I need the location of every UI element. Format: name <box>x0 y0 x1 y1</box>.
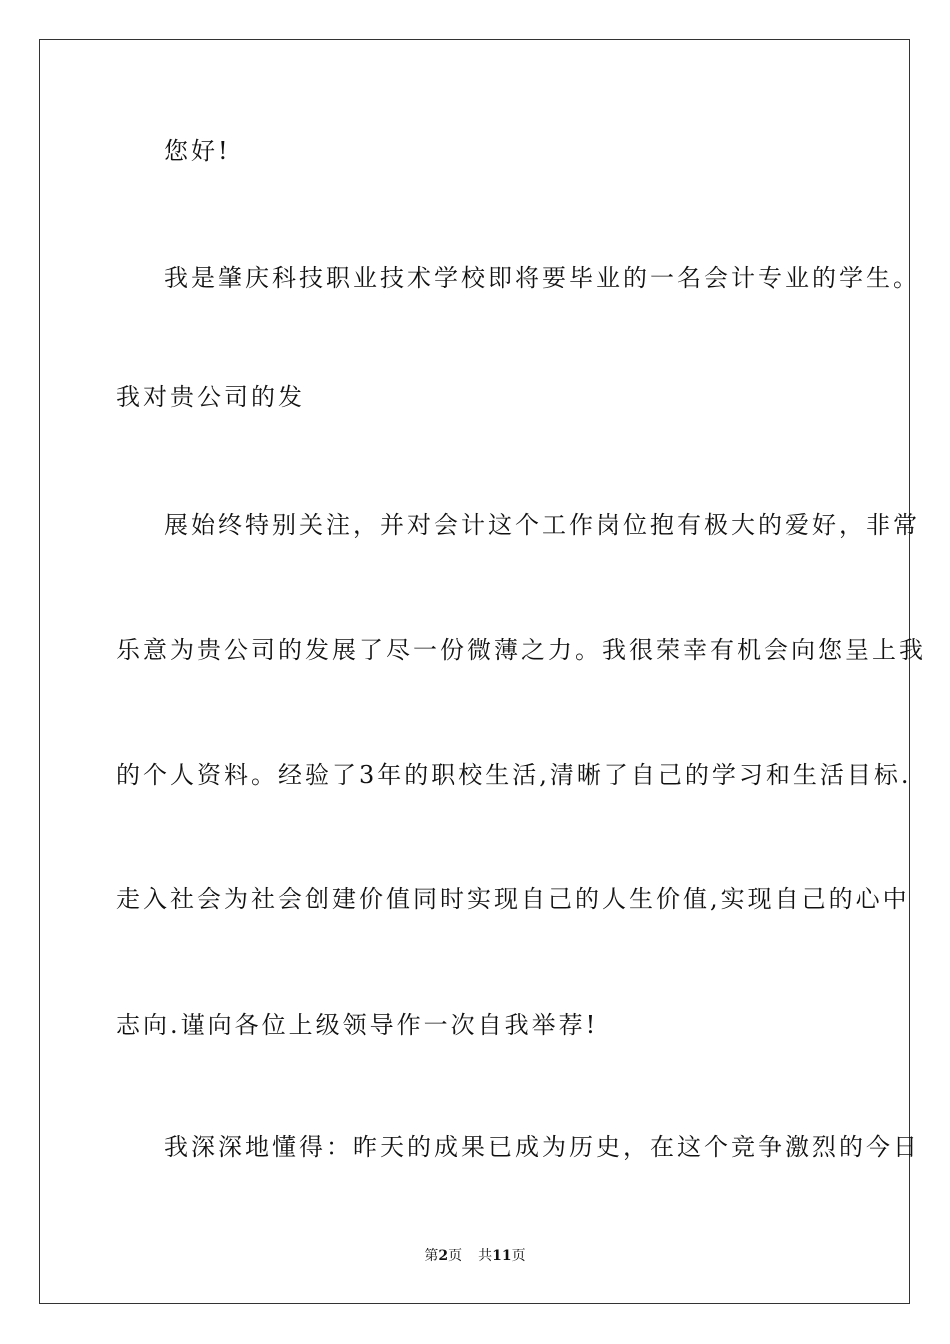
page-border <box>39 39 926 1304</box>
paragraph-line-4: 乐意为贵公司的发展了尽一份微薄之力。我很荣幸有机会向您呈上我 <box>116 636 926 664</box>
paragraph-line-7: 志向.谨向各位上级领导作一次自我举荐! <box>116 1011 599 1039</box>
paragraph-line-2: 我对贵公司的发 <box>116 383 305 411</box>
paragraph-line-1: 我是肇庆科技职业技术学校即将要毕业的一名会计专业的学生。 <box>164 264 920 292</box>
total-suffix: 页 <box>511 1248 526 1264</box>
page-footer <box>0 1247 950 1265</box>
page-prefix: 第 <box>424 1248 439 1264</box>
paragraph-line-3: 展始终特别关注，并对会计这个工作岗位抱有极大的爱好，非常 <box>164 511 920 539</box>
total-prefix: 共 <box>478 1248 493 1264</box>
page-suffix: 页 <box>448 1248 463 1264</box>
total-pages: 11 <box>492 1248 512 1264</box>
paragraph-line-8: 我深深地懂得：昨天的成果已成为历史，在这个竞争激烈的今日 <box>164 1133 920 1161</box>
paragraph-line-6: 走入社会为社会创建价值同时实现自己的人生价值,实现自己的心中 <box>116 885 910 913</box>
greeting: 您好! <box>164 137 231 165</box>
page-number: 2 <box>438 1248 449 1264</box>
paragraph-line-5: 的个人资料。经验了3年的职校生活,清晰了自己的学习和生活目标. <box>116 761 912 789</box>
